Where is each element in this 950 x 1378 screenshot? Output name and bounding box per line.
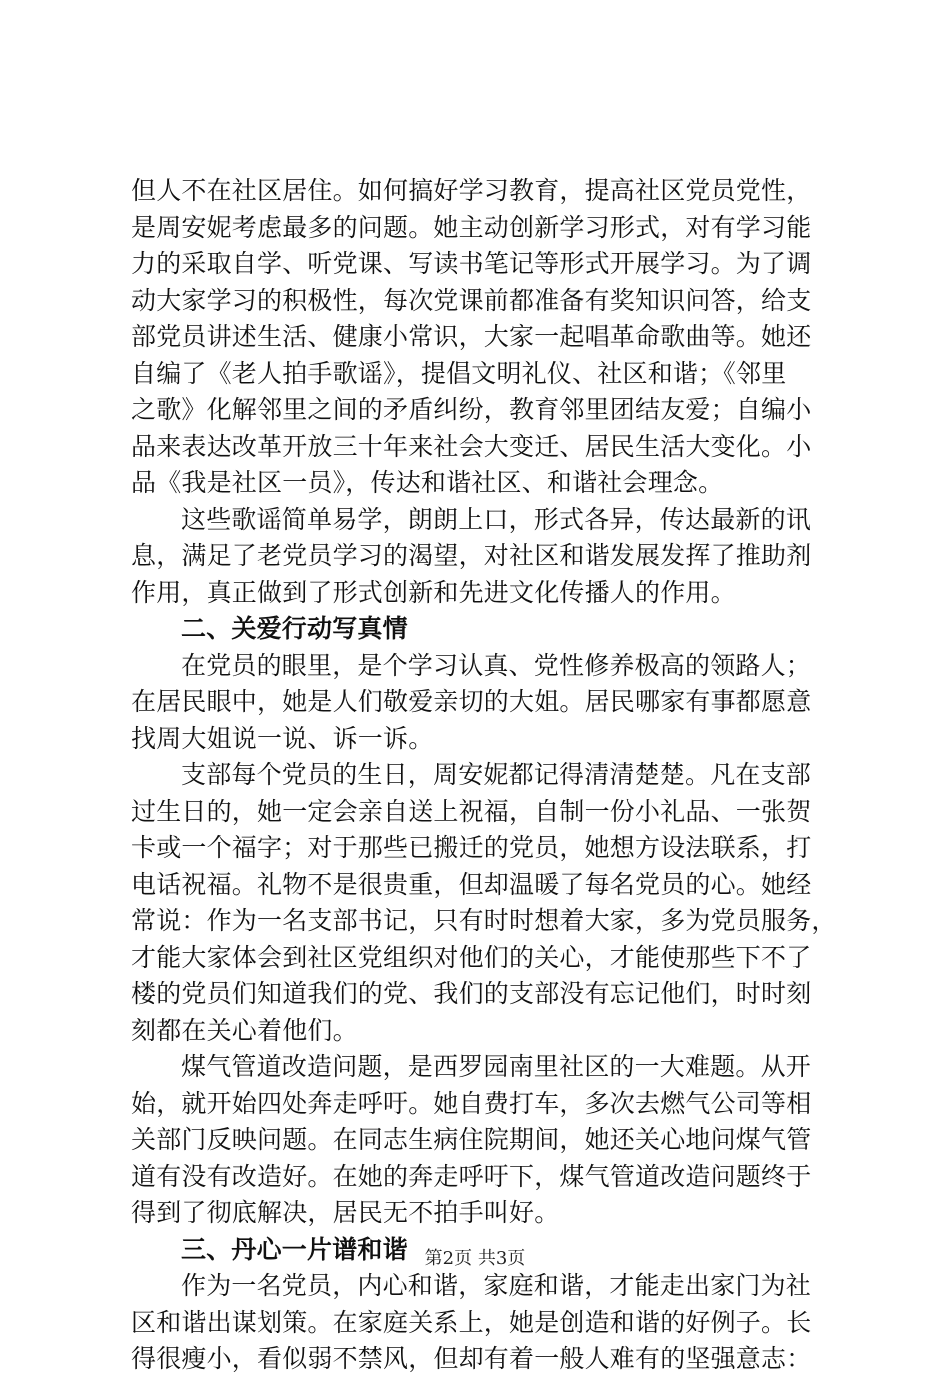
paragraph-line: 楼的党员们知道我们的党、我们的支部没有忘记他们，时时刻 (131, 979, 812, 1008)
paragraph-line: 品《我是社区一员》，传达和谐社区、和谐社会理念。 (131, 468, 724, 497)
paragraph-line: 在党员的眼里，是个学习认真、党性修养极高的领路人； (181, 650, 812, 680)
paragraph-line: 刻都在关心着他们。 (131, 1015, 358, 1045)
section-heading: 三、丹心一片谱和谐 (181, 1234, 408, 1264)
paragraph-line: 过生日的，她一定会亲自送上祝福，自制一份小礼品、一张贺 (131, 796, 812, 826)
paragraph-line: 息，满足了老党员学习的渴望，对社区和谐发展发挥了推助剂 (131, 541, 812, 570)
paragraph-line: 这些歌谣简单易学，朗朗上口，形式各异，传达最新的讯 (181, 504, 812, 534)
paragraph-line: 卡或一个福字；对于那些已搬迁的党员，她想方设法联系，打 (131, 833, 812, 862)
paragraph-line: 动大家学习的积极性，每次党课前都准备有奖知识问答，给支 (131, 285, 812, 315)
paragraph-line: 作用，真正做到了形式创新和先进文化传播人的作用。 (131, 577, 736, 607)
paragraph-line: 但人不在社区居住。如何搞好学习教育，提高社区党员党性， (131, 176, 812, 205)
paragraph-line: 区和谐出谋划策。在家庭关系上，她是创造和谐的好例子。长 (131, 1307, 812, 1337)
paragraph-line: 关部门反映问题。在同志生病住院期间，她还关心地问煤气管 (131, 1125, 812, 1154)
paragraph-line: 部党员讲述生活、健康小常识，大家一起唱革命歌曲等。她还 (131, 322, 812, 351)
paragraph-line: 常说：作为一名支部书记，只有时时想着大家，多为党员服务， (131, 906, 837, 935)
paragraph-line: 在居民眼中，她是人们敬爱亲切的大姐。居民哪家有事都愿意 (131, 687, 812, 716)
paragraph-line: 之歌》化解邻里之间的矛盾纠纷，教育邻里团结友爱；自编小 (131, 395, 812, 424)
section-heading: 二、关爱行动写真情 (181, 614, 408, 643)
paragraph-line: 得到了彻底解决，居民无不拍手叫好。 (131, 1198, 560, 1227)
paragraph-line: 力的采取自学、听党课、写读书笔记等形式开展学习。为了调 (131, 249, 812, 278)
paragraph-line: 作为一名党员，内心和谐，家庭和谐，才能走出家门为社 (181, 1271, 812, 1300)
page-footer: 第2页 共3页 (424, 1248, 526, 1269)
paragraph-line: 煤气管道改造问题，是西罗园南里社区的一大难题。从开 (181, 1052, 812, 1081)
paragraph-line: 支部每个党员的生日，周安妮都记得清清楚楚。凡在支部 (181, 760, 812, 789)
paragraph-line: 找周大姐说一说、诉一诉。 (131, 723, 434, 753)
paragraph-line: 自编了《老人拍手歌谣》，提倡文明礼仪、社区和谐；《邻里 (131, 358, 787, 388)
paragraph-line: 品来表达改革开放三十年来社会大变迁、居民生活大变化。小 (131, 431, 812, 461)
paragraph-line: 才能大家体会到社区党组织对他们的关心，才能使那些下不了 (131, 942, 812, 972)
paragraph-line: 得很瘦小，看似弱不禁风，但却有着一般人难有的坚强意志： (131, 1344, 812, 1373)
paragraph-line: 电话祝福。礼物不是很贵重，但却温暖了每名党员的心。她经 (131, 869, 812, 899)
paragraph-line: 始，就开始四处奔走呼吁。她自费打车，多次去燃气公司等相 (131, 1088, 812, 1118)
paragraph-line: 是周安妮考虑最多的问题。她主动创新学习形式，对有学习能 (131, 212, 812, 242)
document-body (131, 173, 837, 1378)
paragraph-line: 道有没有改造好。在她的奔走呼吁下，煤气管道改造问题终于 (131, 1161, 812, 1191)
